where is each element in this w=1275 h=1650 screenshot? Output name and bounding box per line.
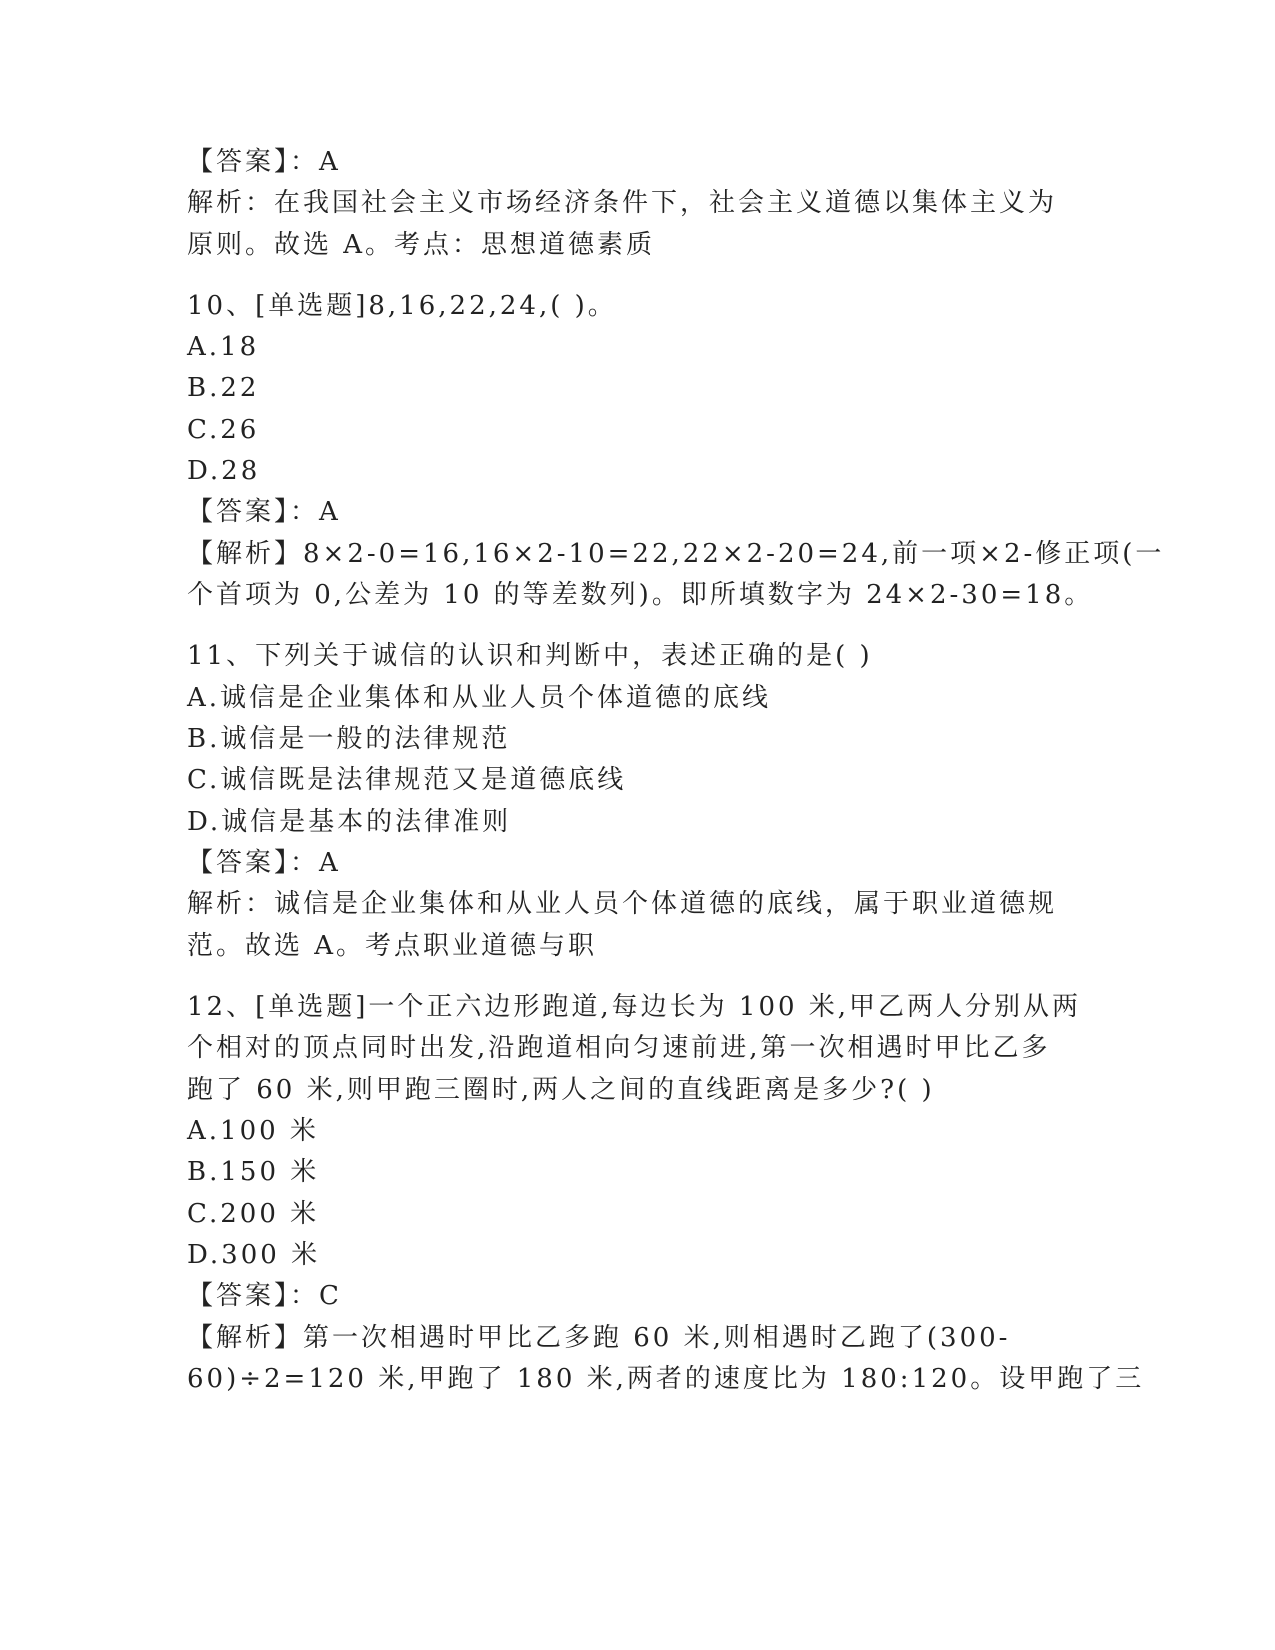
analysis-line: 【解析】第一次相遇时甲比乙多跑 60 米,则相遇时乙跑了(300- xyxy=(187,1323,1011,1353)
option-a: A.18 xyxy=(187,332,260,362)
option-b: B.150 米 xyxy=(187,1157,320,1187)
option-d: D.诚信是基本的法律准则 xyxy=(187,807,512,837)
analysis-line: 60)÷2=120 米,甲跑了 180 米,两者的速度比为 180:120。设甲跑了三 xyxy=(187,1364,1145,1394)
question-text: 个相对的顶点同时出发,沿跑道相向匀速前进,第一次相遇时甲比乙多 xyxy=(187,1033,1051,1063)
question-text: 跑了 60 米,则甲跑三圈时,两人之间的直线距离是多少?( ) xyxy=(187,1075,935,1105)
option-b: B.诚信是一般的法律规范 xyxy=(187,724,511,754)
option-c: C.200 米 xyxy=(187,1199,320,1229)
answer-line: 【答案】：A xyxy=(187,147,341,177)
question-text: 12、[单选题]一个正六边形跑道,每边长为 100 米,甲乙两人分别从两 xyxy=(187,992,1082,1022)
analysis-line: 【解析】8×2-0=16,16×2-10=22,22×2-20=24,前一项×2-修正项(一 xyxy=(187,539,1165,569)
question-text: 11、下列关于诚信的认识和判断中，表述正确的是( ) xyxy=(187,641,873,671)
analysis-line: 原则。故选 A。考点：思想道德素质 xyxy=(187,230,656,260)
option-d: D.300 米 xyxy=(187,1240,321,1270)
analysis-line: 范。故选 A。考点职业道德与职 xyxy=(187,931,598,961)
option-a: A.诚信是企业集体和从业人员个体道德的底线 xyxy=(187,683,772,713)
analysis-line: 解析：在我国社会主义市场经济条件下，社会主义道德以集体主义为 xyxy=(187,188,1058,218)
analysis-line: 解析：诚信是企业集体和从业人员个体道德的底线，属于职业道德规 xyxy=(187,889,1058,919)
option-c: C.26 xyxy=(187,415,260,445)
analysis-line: 个首项为 0,公差为 10 的等差数列)。即所填数字为 24×2-30=18。 xyxy=(187,580,1094,610)
option-b: B.22 xyxy=(187,373,260,403)
answer-line: 【答案】：C xyxy=(187,1281,342,1311)
option-c: C.诚信既是法律规范又是道德底线 xyxy=(187,765,627,795)
option-d: D.28 xyxy=(187,456,261,486)
answer-line: 【答案】：A xyxy=(187,848,341,878)
option-a: A.100 米 xyxy=(187,1116,319,1146)
question-text: 10、[单选题]8,16,22,24,( )。 xyxy=(187,291,617,321)
answer-line: 【答案】：A xyxy=(187,497,341,527)
